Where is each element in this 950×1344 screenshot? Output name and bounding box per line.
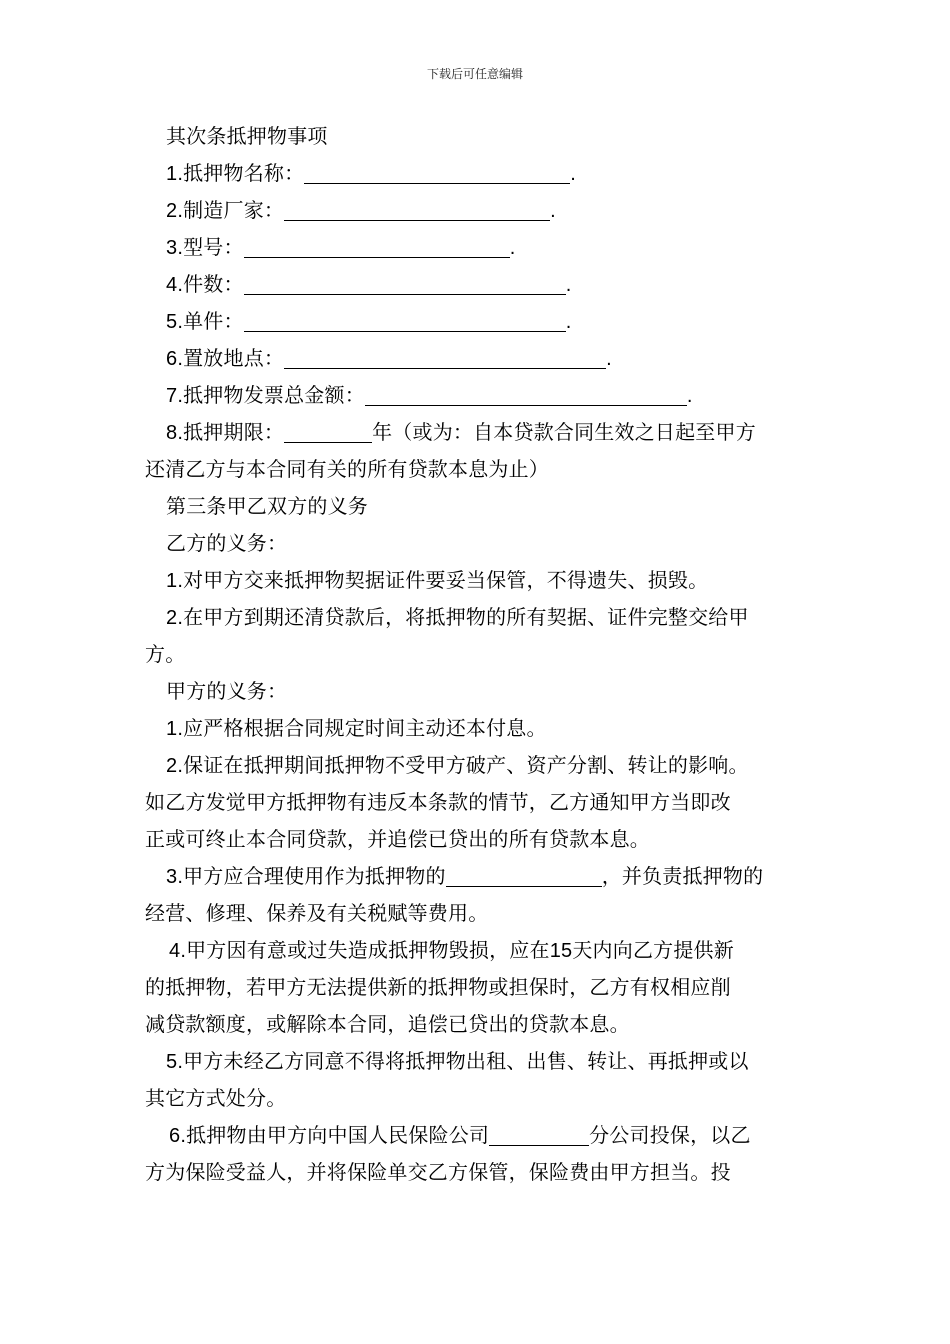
- party-a-item-6-cont: 方为保险受益人，并将保险单交乙方保管，保险费由甲方担当。投: [145, 1160, 731, 1184]
- party-a-item-2-cont: 正或可终止本合同贷款，并追偿已贷出的所有贷款本息。: [145, 827, 650, 851]
- item-text: 甲方因有意或过失造成抵押物毁损，应在: [186, 938, 550, 962]
- item-number: 5.: [166, 311, 184, 333]
- item-text: 甲方未经乙方同意不得将抵押物出租、出售、转让、再抵押或以: [183, 1049, 749, 1073]
- period: .: [550, 200, 556, 222]
- period: .: [606, 348, 612, 370]
- party-a-item-4-cont: 的抵押物，若甲方无法提供新的抵押物或担保时，乙方有权相应削: [145, 975, 731, 999]
- item-text: 年（或为：自本贷款合同生效之日起至甲方: [372, 420, 756, 444]
- fill-blank: [489, 1121, 589, 1146]
- fill-blank: [244, 270, 566, 295]
- item-text: 抵押物由甲方向中国人民保险公司: [186, 1123, 490, 1147]
- party-b-heading: 乙方的义务：: [166, 531, 288, 555]
- fill-blank: [446, 862, 602, 887]
- page-header: 下载后可任意编辑: [426, 67, 523, 81]
- days-number: 15: [549, 940, 573, 962]
- item-text: 分公司投保，以乙: [589, 1123, 751, 1147]
- party-a-item-3: [145, 858, 810, 895]
- item-text: 保证在抵押期间抵押物不受甲方破产、资产分割、转让的影响。: [183, 753, 749, 777]
- item-number: 3.: [166, 237, 184, 259]
- item-number: 2.: [166, 607, 184, 629]
- item-invoice-amount: [145, 377, 810, 414]
- item-text: ，并负责抵押物的: [601, 864, 764, 888]
- item-number: 7.: [166, 385, 184, 407]
- item-label: 件数：: [183, 272, 244, 296]
- fill-blank: [304, 159, 570, 184]
- item-number: 3.: [166, 866, 184, 888]
- item-text: 天内向乙方提供新: [572, 938, 734, 962]
- item-location: [145, 340, 810, 377]
- item-number: 6.: [166, 348, 184, 370]
- item-label: 制造厂家：: [183, 198, 285, 222]
- item-text: 在甲方到期还清贷款后，将抵押物的所有契据、证件完整交给甲: [183, 605, 749, 629]
- party-a-heading: 甲方的义务：: [166, 679, 288, 703]
- period: .: [509, 237, 516, 259]
- item-number: 6.: [169, 1125, 187, 1147]
- fill-blank: [365, 381, 687, 406]
- item-label: 型号：: [183, 235, 244, 259]
- period: .: [570, 163, 577, 185]
- party-b-item-2: [145, 599, 810, 636]
- item-mortgage-term-cont: 还清乙方与本合同有关的所有贷款本息为止）: [145, 457, 549, 481]
- item-text: 对甲方交来抵押物契据证件要妥当保管，不得遗失、损毁。: [183, 568, 709, 592]
- item-unit: [145, 303, 810, 340]
- party-b-item-1: [145, 562, 810, 599]
- party-a-item-2: [145, 747, 810, 784]
- item-number: 2.: [166, 755, 184, 777]
- item-model: [145, 229, 810, 266]
- party-a-item-4-cont: 减贷款额度，或解除本合同，追偿已贷出的贷款本息。: [145, 1012, 630, 1036]
- party-a-item-1: [145, 710, 810, 747]
- item-number: 1.: [166, 570, 184, 592]
- item-label: 抵押物发票总金额：: [183, 383, 365, 407]
- item-label: 抵押物名称：: [183, 161, 305, 185]
- fill-blank: [244, 307, 566, 332]
- item-manufacturer: [145, 192, 810, 229]
- item-number: 1.: [166, 163, 184, 185]
- item-number: 2.: [166, 200, 184, 222]
- section-title: 第三条甲乙双方的义务: [166, 494, 368, 518]
- item-label: 抵押期限：: [183, 420, 285, 444]
- party-a-item-6: [145, 1117, 810, 1154]
- item-label: 置放地点：: [183, 346, 285, 370]
- item-quantity: [145, 266, 810, 303]
- party-a-item-4: [145, 932, 810, 969]
- fill-blank: [244, 233, 510, 258]
- item-mortgage-term: [145, 414, 810, 451]
- party-a-item-5-cont: 其它方式处分。: [145, 1086, 287, 1110]
- item-number: 5.: [166, 1051, 184, 1073]
- party-b-item-2-cont: 方。: [145, 642, 186, 666]
- party-a-item-3-cont: 经营、修理、保养及有关税赋等费用。: [145, 901, 489, 925]
- item-label: 单件：: [183, 309, 244, 333]
- item-number: 1.: [166, 718, 184, 740]
- item-number: 8.: [166, 422, 184, 444]
- item-name: [145, 155, 810, 192]
- fill-blank: [284, 418, 372, 443]
- period: .: [565, 274, 572, 296]
- item-number: 4.: [169, 940, 187, 962]
- fill-blank: [284, 344, 606, 369]
- section-title: 其次条抵押物事项: [166, 124, 328, 148]
- period: .: [565, 311, 572, 333]
- fill-blank: [284, 196, 550, 221]
- item-number: 4.: [166, 274, 184, 296]
- item-text: 应严格根据合同规定时间主动还本付息。: [183, 716, 547, 740]
- period: .: [686, 385, 693, 407]
- item-text: 甲方应合理使用作为抵押物的: [183, 864, 446, 888]
- party-a-item-2-cont: 如乙方发觉甲方抵押物有违反本条款的情节，乙方通知甲方当即改: [145, 790, 731, 814]
- party-a-item-5: [145, 1043, 810, 1080]
- document-body: [145, 118, 810, 1191]
